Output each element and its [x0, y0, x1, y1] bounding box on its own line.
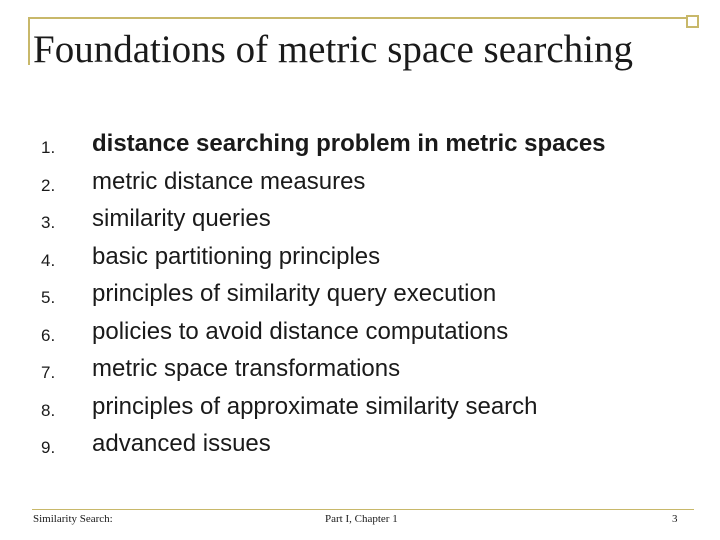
footer-page-number: 3	[672, 513, 678, 525]
list-item-text: metric space transformations	[92, 355, 401, 382]
list-item	[0, 429, 720, 467]
footer-center-text: Part I, Chapter 1	[325, 513, 398, 525]
list-item	[0, 129, 720, 167]
title-frame-left-line	[28, 17, 30, 65]
list-item-text: similarity queries	[92, 205, 271, 232]
list-item	[0, 354, 720, 392]
list-item	[0, 204, 720, 242]
list-item-text: metric distance measures	[92, 167, 366, 195]
list-item-text: principles of similarity query execution	[92, 280, 497, 307]
list-item	[0, 392, 720, 430]
list-item-text: basic partitioning principles	[92, 242, 381, 270]
list-item-number: 8.	[41, 400, 56, 420]
list-item-number: 7.	[41, 363, 56, 382]
list-item-number: 6.	[41, 325, 56, 345]
footer-left-text: Similarity Search:	[33, 513, 113, 525]
list-item-text: policies to avoid distance computations	[92, 317, 509, 345]
list-item-text: principles of approximate similarity search	[92, 392, 538, 420]
list-item	[0, 242, 720, 280]
list-item-number: 3.	[41, 213, 56, 232]
list-item-number: 5.	[41, 288, 56, 307]
topic-list	[0, 129, 720, 467]
list-item	[0, 317, 720, 355]
slide-title: Foundations of metric space searching	[33, 28, 633, 71]
list-item-number: 9.	[41, 438, 56, 457]
title-frame-corner-square	[686, 15, 699, 28]
list-item-number: 4.	[41, 250, 56, 270]
list-item-text: distance searching problem in metric spaces	[92, 130, 606, 157]
title-frame-top-line	[28, 17, 694, 19]
list-item-number: 1.	[41, 138, 56, 157]
footer-divider	[32, 509, 694, 510]
list-item	[0, 167, 720, 205]
list-item	[0, 279, 720, 317]
list-item-number: 2.	[41, 175, 56, 195]
list-item-text: advanced issues	[92, 430, 271, 457]
